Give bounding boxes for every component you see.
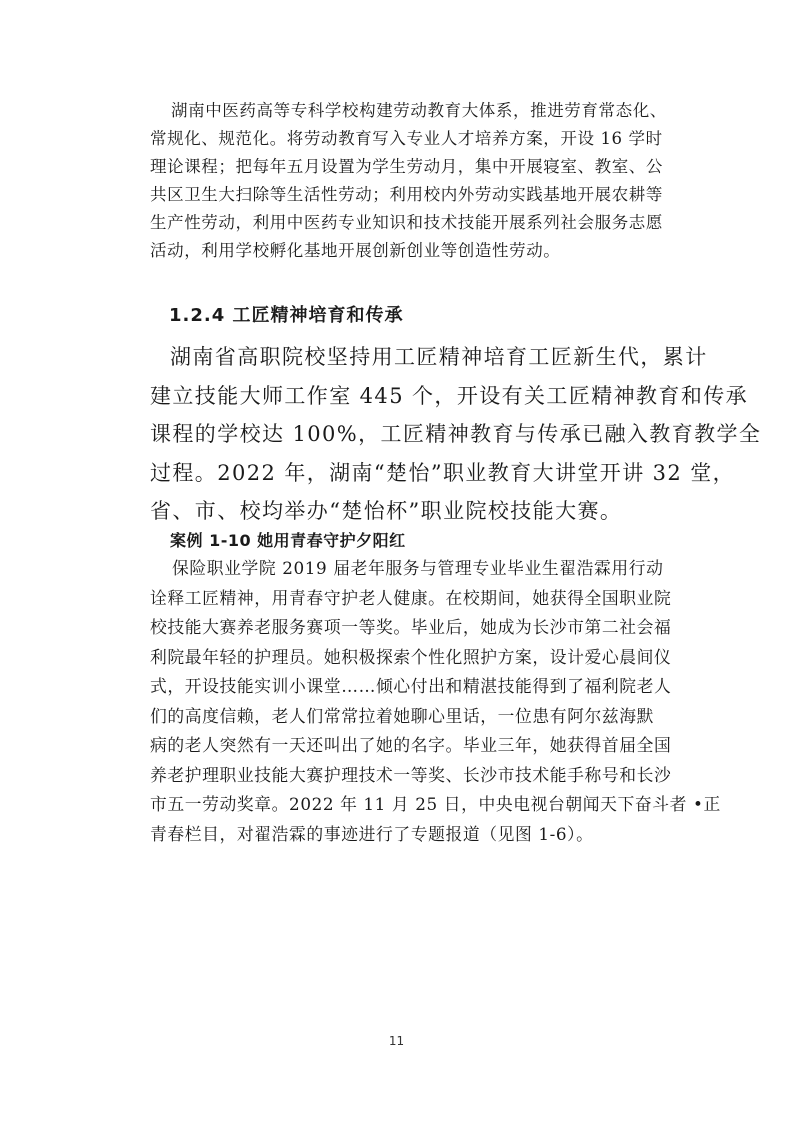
paragraph-craftsman-spirit xyxy=(150,338,762,531)
paragraph-labor-education xyxy=(150,97,670,265)
paragraph-line: 活动，利用学校孵化基地开展创新创业等创造性劳动。 xyxy=(150,241,561,260)
paragraph-line: 常规化、规范化。将劳动教育写入专业人才培养方案，开设 16 学时 xyxy=(150,129,663,148)
paragraph-line: 生产性劳动，利用中医药专业知识和技术技能开展系列社会服务志愿 xyxy=(150,213,663,232)
paragraph-line: 校技能大赛养老服务赛项一等奖。毕业后，她成为长沙市第二社会福 xyxy=(150,617,672,637)
paragraph-line: 们的高度信赖，老人们常常拉着她聊心里话，一位患有阿尔兹海默 xyxy=(150,705,655,726)
paragraph-line: 病的老人突然有一天还叫出了她的名字。毕业三年，她获得首届全国 xyxy=(150,735,672,755)
paragraph-case-study xyxy=(150,554,721,849)
paragraph-line: 青春栏目，对翟浩霖的事迹进行了专题报道（见图 1-6）。 xyxy=(150,823,594,844)
paragraph-line: 湖南中医药高等专科学校构建劳动教育大体系，推进劳育常态化、 xyxy=(171,101,667,120)
case-title: 案例 1-10 她用青春守护夕阳红 xyxy=(170,531,406,550)
paragraph-line: 湖南省高职院校坚持用工匠精神培育工匠新生代，累计 xyxy=(170,345,708,369)
page-number: 11 xyxy=(388,1034,405,1048)
paragraph-line: 保险职业学院 2019 届老年服务与管理专业毕业生翟浩霖用行动 xyxy=(172,558,664,578)
paragraph-line: 市五一劳动奖章。2022 年 11 月 25 日，中央电视台朝闻天下奋斗者 •正 xyxy=(150,794,721,814)
paragraph-line: 过程。2022 年，湖南“楚怡”职业教育大讲堂开讲 32 堂， xyxy=(150,460,736,485)
paragraph-line: 利院最年轻的护理员。她积极探索个性化照护方案，设计爱心晨间仪 xyxy=(150,646,672,667)
paragraph-line: 养老护理职业技能大赛护理技术一等奖、长沙市技术能手称号和长沙 xyxy=(150,764,672,785)
paragraph-line: 省、市、校均举办“楚怡杯”职业院校技能大赛。 xyxy=(150,499,623,523)
paragraph-line: 建立技能大师工作室 445 个，开设有关工匠精神教育和传承 xyxy=(150,383,749,408)
paragraph-line: 共区卫生大扫除等生活性劳动；利用校内外劳动实践基地开展农耕等 xyxy=(150,185,663,204)
paragraph-line: 诠释工匠精神，用青春守护老人健康。在校期间，她获得全国职业院 xyxy=(150,587,672,608)
paragraph-line: 课程的学校达 100%，工匠精神教育与传承已融入教育教学全 xyxy=(150,422,762,446)
section-heading: 1.2.4 工匠精神培育和传承 xyxy=(169,305,404,326)
paragraph-line: 理论课程；把每年五月设置为学生劳动月，集中开展寝室、教室、公 xyxy=(150,157,663,176)
paragraph-line: 式，开设技能实训小课堂……倾心付出和精湛技能得到了福利院老人 xyxy=(150,676,672,696)
